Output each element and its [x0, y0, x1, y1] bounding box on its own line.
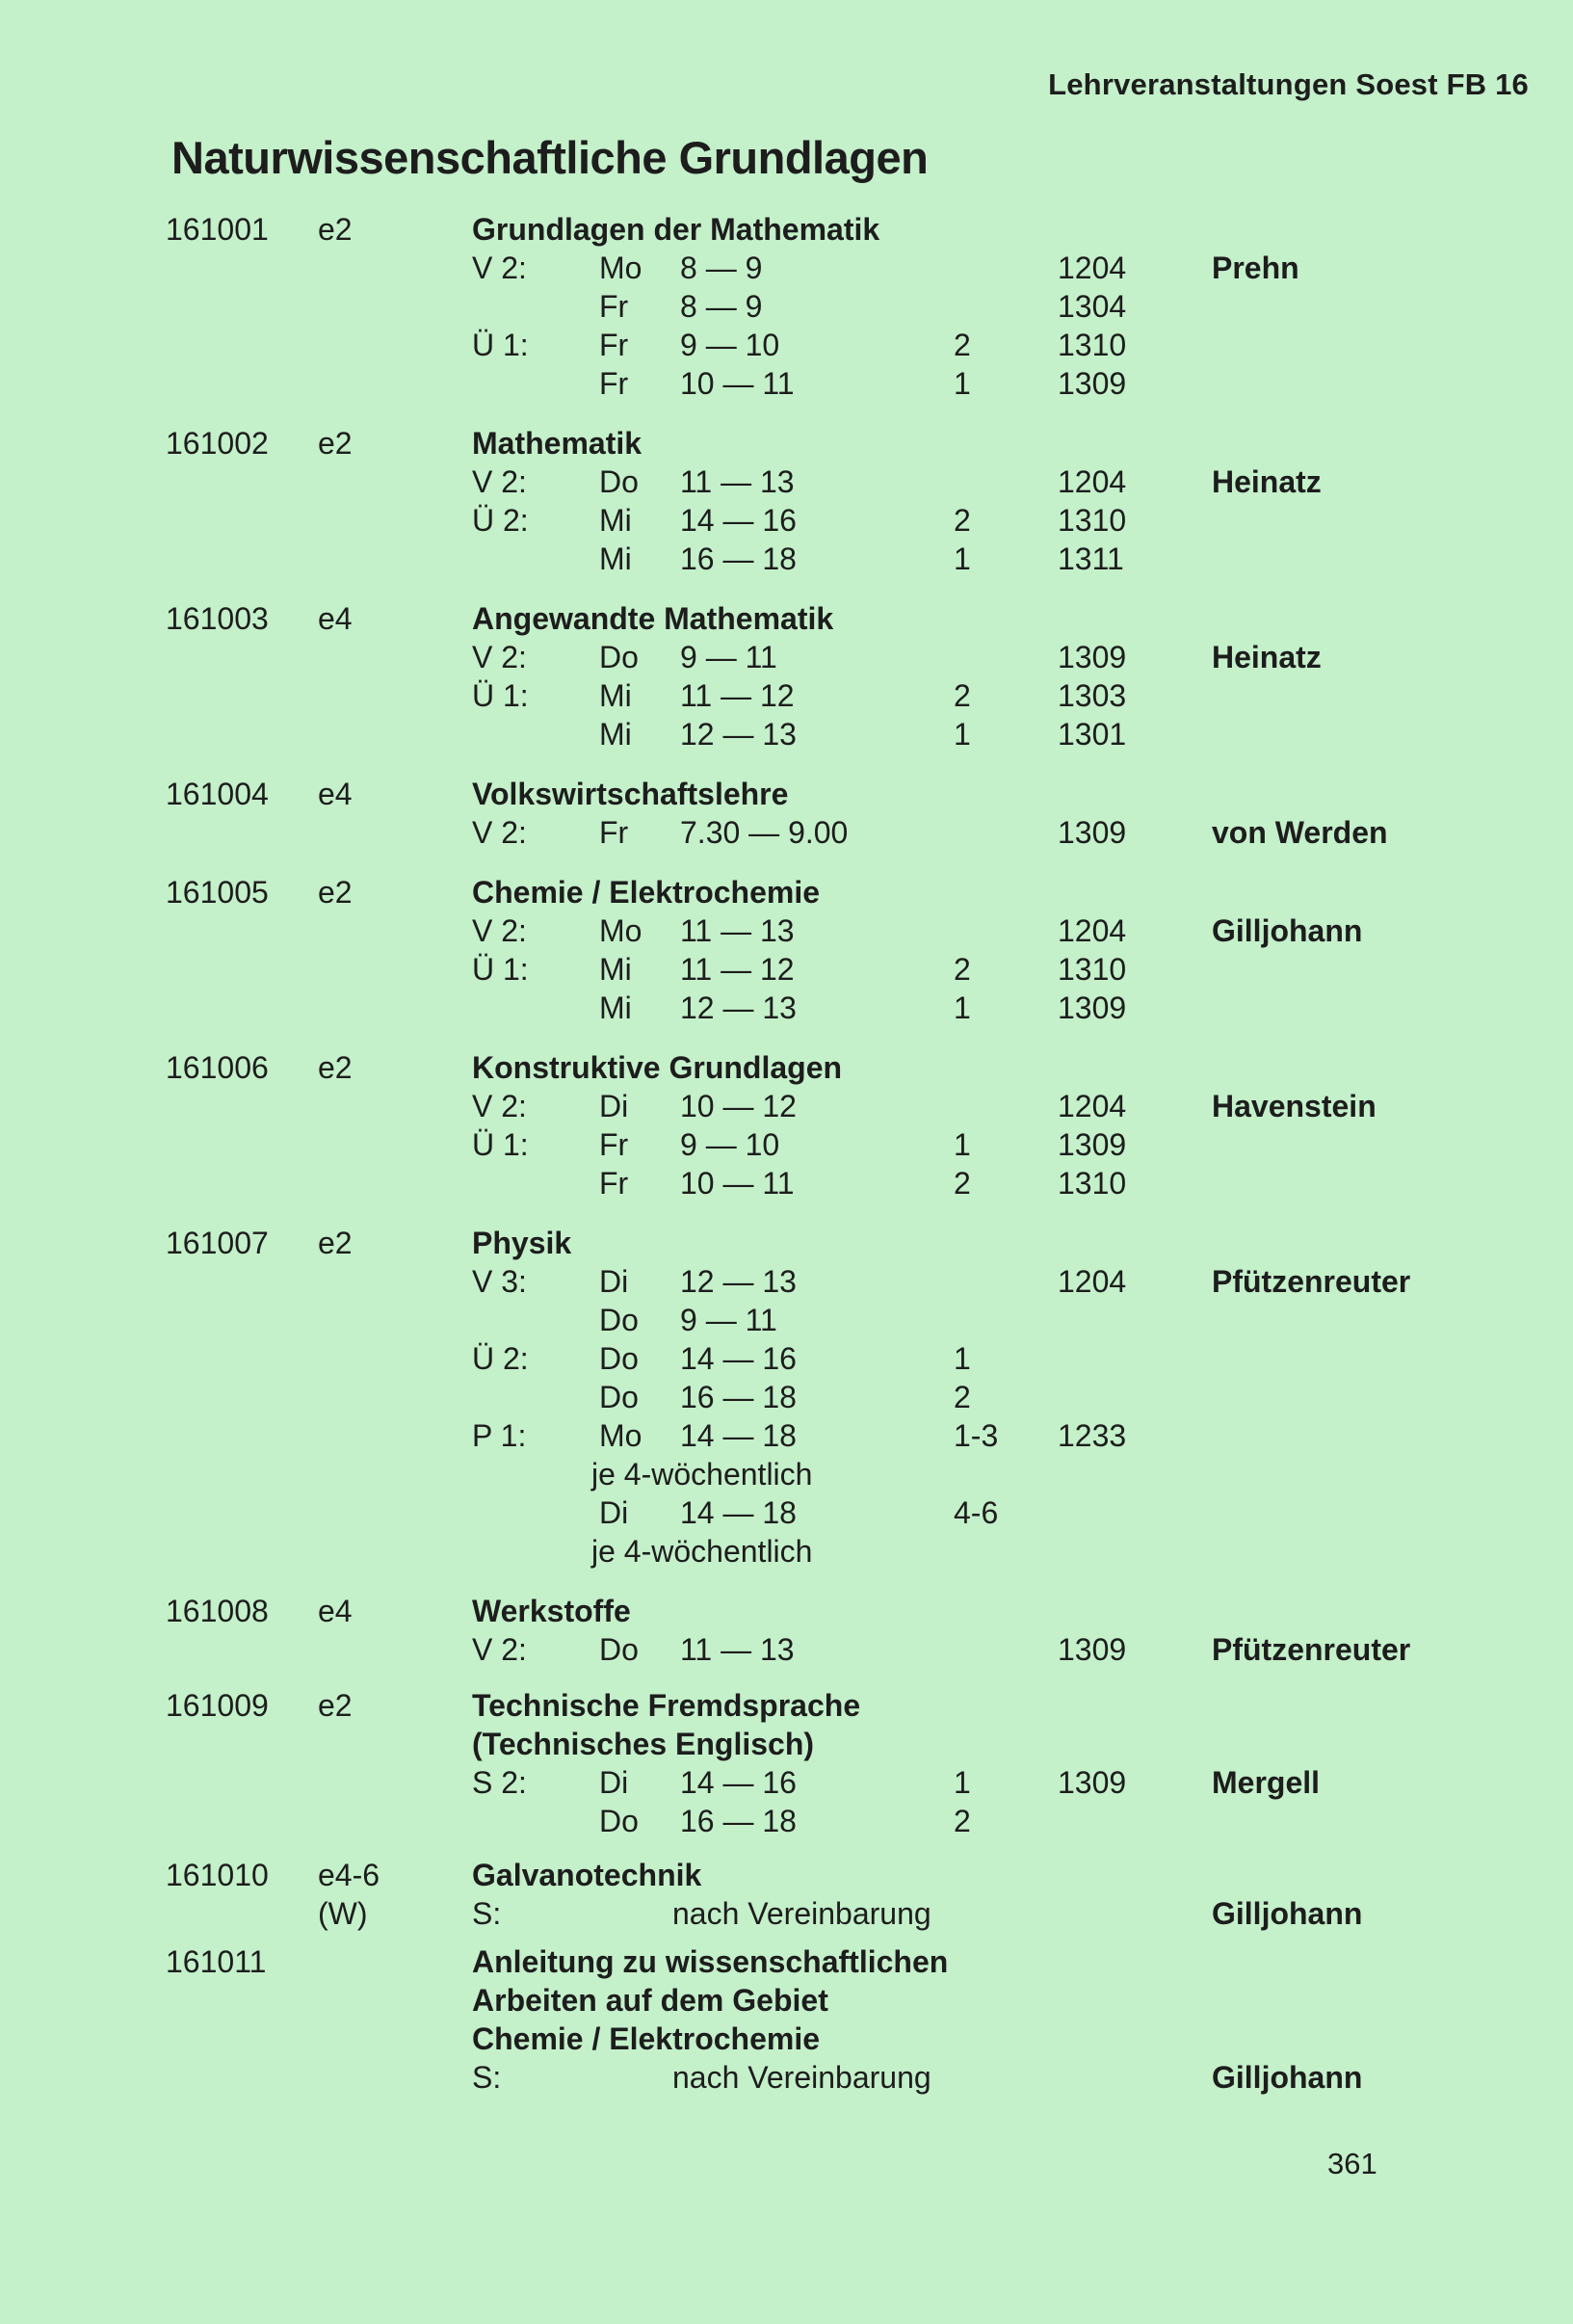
session-time: 9 — 11: [680, 1303, 777, 1337]
session-room: 1309: [1058, 990, 1127, 1025]
session-time: 16 — 18: [680, 1804, 797, 1838]
lecturer-name: Gilljohann: [1212, 1896, 1363, 1931]
session-group: 1-3: [954, 1418, 999, 1453]
schedule-row: [0, 501, 1573, 540]
session-time: 9 — 10: [680, 1127, 780, 1162]
schedule-row: [0, 1125, 1573, 1164]
session-type: Ü 2:: [472, 503, 529, 538]
schedule-row: [0, 326, 1573, 364]
session-day: Fr: [599, 328, 629, 362]
course-category: e4-6: [318, 1858, 380, 1892]
course-entry: [0, 775, 1573, 852]
schedule-row: [0, 715, 1573, 753]
session-type: S 2:: [472, 1765, 527, 1800]
course-title: Chemie / Elektrochemie: [472, 2021, 821, 2056]
course-title: Chemie / Elektrochemie: [472, 875, 821, 910]
session-type: V 2:: [472, 464, 527, 499]
session-type: V 2:: [472, 1089, 527, 1123]
course-entry: [0, 1224, 1573, 1571]
session-room: 1204: [1058, 1089, 1127, 1123]
schedule-row: [0, 1164, 1573, 1202]
session-room: 1204: [1058, 913, 1127, 948]
schedule-row: [0, 1802, 1573, 1840]
session-time: 16 — 18: [680, 1380, 797, 1414]
schedule-note: je 4-wöchentlich: [591, 1534, 813, 1569]
course-number: 161010: [166, 1858, 269, 1892]
schedule-row: [0, 1763, 1573, 1802]
lecturer-name: Mergell: [1212, 1765, 1321, 1800]
session-room: 1204: [1058, 1264, 1127, 1299]
session-room: 1309: [1058, 1765, 1127, 1800]
course-title-row: [0, 1856, 1573, 1894]
course-title-row: [0, 210, 1573, 249]
session-day: Di: [599, 1495, 629, 1530]
course-title: Mathematik: [472, 426, 642, 461]
course-category: e2: [318, 212, 353, 247]
session-type: V 2:: [472, 1632, 527, 1667]
course-title: Werkstoffe: [472, 1594, 631, 1628]
session-time: 12 — 13: [680, 1264, 797, 1299]
schedule-row: [0, 1087, 1573, 1125]
course-number: 161007: [166, 1226, 269, 1260]
course-title-row: [0, 2020, 1573, 2058]
course-number: 161002: [166, 426, 269, 461]
lecturer-name: Prehn: [1212, 251, 1299, 285]
course-title: (Technisches Englisch): [472, 1727, 815, 1761]
session-day: Fr: [599, 289, 629, 324]
session-day: Fr: [599, 815, 629, 850]
session-room: 1309: [1058, 640, 1127, 674]
session-group: 2: [954, 952, 971, 987]
lecturer-name: von Werden: [1212, 815, 1388, 850]
session-type: Ü 1:: [472, 1127, 529, 1162]
lecturer-name: Heinatz: [1212, 464, 1322, 499]
course-category: e4: [318, 1594, 353, 1628]
course-category-extra: (W): [318, 1896, 368, 1931]
session-time: 11 — 13: [680, 1632, 795, 1667]
session-room: 1204: [1058, 464, 1127, 499]
course-entry: [0, 210, 1573, 403]
session-group: 1: [954, 1127, 971, 1162]
session-type: Ü 1:: [472, 328, 529, 362]
schedule-row: [0, 364, 1573, 403]
course-entry: [0, 1942, 1573, 2097]
session-time: 10 — 12: [680, 1089, 797, 1123]
course-title-row: [0, 1942, 1573, 1981]
session-group: 1: [954, 1341, 971, 1376]
session-group: 1: [954, 717, 971, 752]
schedule-row: [0, 911, 1573, 950]
schedule-row: [0, 462, 1573, 501]
course-title-row: [0, 775, 1573, 813]
course-title: Physik: [472, 1226, 572, 1260]
session-room: 1310: [1058, 503, 1127, 538]
session-day: Do: [599, 1303, 639, 1337]
course-entry: [0, 424, 1573, 578]
session-day: Mi: [599, 952, 632, 987]
session-time: 16 — 18: [680, 541, 797, 576]
schedule-row: [0, 676, 1573, 715]
session-room: 1310: [1058, 328, 1127, 362]
course-title: Volkswirtschaftslehre: [472, 777, 789, 811]
schedule-note: je 4-wöchentlich: [591, 1457, 813, 1492]
course-title-row: [0, 424, 1573, 462]
session-room: 1311: [1058, 541, 1124, 576]
session-group: 2: [954, 1804, 971, 1838]
schedule-row: [0, 1416, 1573, 1455]
course-category: e2: [318, 875, 353, 910]
schedule-row: [0, 1262, 1573, 1301]
session-time: 7.30 — 9.00: [680, 815, 849, 850]
schedule-row: [0, 1378, 1573, 1416]
lecturer-name: Heinatz: [1212, 640, 1322, 674]
schedule-row: [0, 1894, 1573, 1933]
course-title-row: [0, 1592, 1573, 1630]
course-title-row: [0, 1048, 1573, 1087]
course-number: 161003: [166, 601, 269, 636]
schedule-row: [0, 813, 1573, 852]
session-group: 2: [954, 503, 971, 538]
session-day: Mo: [599, 1418, 642, 1453]
session-day: Di: [599, 1089, 629, 1123]
session-day: Mi: [599, 678, 632, 713]
session-group: 1: [954, 541, 971, 576]
session-time: 14 — 16: [680, 1341, 797, 1376]
session-room: 1233: [1058, 1418, 1127, 1453]
session-group: 4-6: [954, 1495, 999, 1530]
schedule-row: [0, 1630, 1573, 1669]
session-time: 9 — 10: [680, 328, 780, 362]
session-room: 1309: [1058, 815, 1127, 850]
session-room: 1303: [1058, 678, 1127, 713]
session-time: 11 — 13: [680, 913, 795, 948]
session-time: 9 — 11: [680, 640, 777, 674]
session-day: Do: [599, 1804, 639, 1838]
course-category: e4: [318, 601, 353, 636]
course-category: e2: [318, 426, 353, 461]
course-number: 161011: [166, 1944, 267, 1979]
course-list: [0, 210, 1573, 2097]
session-time: 14 — 16: [680, 503, 797, 538]
course-title-row: [0, 1686, 1573, 1725]
session-room: 1204: [1058, 251, 1127, 285]
lecturer-name: Pfützenreuter: [1212, 1632, 1411, 1667]
schedule-row: [0, 989, 1573, 1027]
session-type: Ü 1:: [472, 678, 529, 713]
session-time: 10 — 11: [680, 366, 795, 401]
schedule-row: [0, 540, 1573, 578]
session-type: S:: [472, 1896, 502, 1931]
course-title-row: [0, 1725, 1573, 1763]
session-day: Do: [599, 1341, 639, 1376]
session-day: Fr: [599, 1127, 629, 1162]
session-type: V 2:: [472, 640, 527, 674]
course-entry: [0, 1048, 1573, 1202]
course-title: Angewandte Mathematik: [472, 601, 834, 636]
schedule-row: [0, 287, 1573, 326]
course-number: 161005: [166, 875, 269, 910]
session-room: 1309: [1058, 1632, 1127, 1667]
session-group: 1: [954, 1765, 971, 1800]
session-day: Do: [599, 464, 639, 499]
course-title-row: [0, 1981, 1573, 2020]
session-time: 14 — 16: [680, 1765, 797, 1800]
session-time: 12 — 13: [680, 717, 797, 752]
session-room: 1304: [1058, 289, 1127, 324]
course-title: Grundlagen der Mathematik: [472, 212, 880, 247]
session-room: 1310: [1058, 952, 1127, 987]
course-number: 161008: [166, 1594, 269, 1628]
schedule-row: [0, 638, 1573, 676]
course-entry: [0, 1856, 1573, 1933]
session-room: 1309: [1058, 366, 1127, 401]
course-title: Galvanotechnik: [472, 1858, 702, 1892]
session-time: 14 — 18: [680, 1418, 797, 1453]
session-group: 2: [954, 1166, 971, 1201]
session-day: Do: [599, 1380, 639, 1414]
session-day: Mi: [599, 503, 632, 538]
lecturer-name: Gilljohann: [1212, 913, 1363, 948]
session-group: 1: [954, 990, 971, 1025]
course-title: Arbeiten auf dem Gebiet: [472, 1983, 828, 2018]
schedule-row: [0, 249, 1573, 287]
session-group: 2: [954, 678, 971, 713]
session-type: V 3:: [472, 1264, 527, 1299]
session-day: Mi: [599, 990, 632, 1025]
lecturer-name: Gilljohann: [1212, 2060, 1363, 2095]
course-entry: [0, 1592, 1573, 1669]
course-entry: [0, 599, 1573, 753]
session-day: Fr: [599, 366, 629, 401]
schedule-row: [0, 1455, 1573, 1493]
session-time: 11 — 12: [680, 678, 795, 713]
course-title-row: [0, 1224, 1573, 1262]
course-title-row: [0, 873, 1573, 911]
course-title: Technische Fremdsprache: [472, 1688, 861, 1723]
session-room: 1301: [1058, 717, 1127, 752]
session-time: 11 — 13: [680, 464, 795, 499]
session-time: 11 — 12: [680, 952, 795, 987]
session-time: 14 — 18: [680, 1495, 797, 1530]
lecturer-name: Pfützenreuter: [1212, 1264, 1411, 1299]
session-group: 2: [954, 1380, 971, 1414]
session-type: S:: [472, 2060, 502, 2095]
session-day: Do: [599, 1632, 639, 1667]
course-title-row: [0, 599, 1573, 638]
course-entry: [0, 1686, 1573, 1840]
session-day: Di: [599, 1264, 629, 1299]
session-time: 10 — 11: [680, 1166, 795, 1201]
schedule-row: [0, 1301, 1573, 1339]
course-title: Anleitung zu wissenschaftlichen: [472, 1944, 949, 1979]
session-day: Do: [599, 640, 639, 674]
session-day: Mi: [599, 541, 632, 576]
course-category: e2: [318, 1050, 353, 1085]
course-title: Konstruktive Grundlagen: [472, 1050, 843, 1085]
session-room: 1310: [1058, 1166, 1127, 1201]
schedule-row: [0, 2058, 1573, 2097]
schedule-arrangement: nach Vereinbarung: [672, 1896, 931, 1931]
course-number: 161006: [166, 1050, 269, 1085]
session-group: 1: [954, 366, 971, 401]
course-number: 161004: [166, 777, 269, 811]
page-number: 361: [1327, 2147, 1377, 2180]
session-type: V 2:: [472, 815, 527, 850]
session-type: Ü 2:: [472, 1341, 529, 1376]
course-category: e2: [318, 1688, 353, 1723]
section-title: Naturwissenschaftliche Grundlagen: [171, 132, 929, 183]
session-day: Mi: [599, 717, 632, 752]
course-number: 161009: [166, 1688, 269, 1723]
session-day: Di: [599, 1765, 629, 1800]
schedule-arrangement: nach Vereinbarung: [672, 2060, 931, 2095]
course-entry: [0, 873, 1573, 1027]
schedule-row: [0, 950, 1573, 989]
course-category: e2: [318, 1226, 353, 1260]
schedule-row: [0, 1493, 1573, 1532]
session-day: Mo: [599, 913, 642, 948]
course-number: 161001: [166, 212, 269, 247]
session-time: 12 — 13: [680, 990, 797, 1025]
lecturer-name: Havenstein: [1212, 1089, 1376, 1123]
session-type: P 1:: [472, 1418, 527, 1453]
session-day: Fr: [599, 1166, 629, 1201]
session-type: V 2:: [472, 251, 527, 285]
session-day: Mo: [599, 251, 642, 285]
session-group: 2: [954, 328, 971, 362]
session-time: 8 — 9: [680, 289, 763, 324]
schedule-row: [0, 1339, 1573, 1378]
session-type: V 2:: [472, 913, 527, 948]
running-header: Lehrveranstaltungen Soest FB 16: [1048, 67, 1529, 101]
session-room: 1309: [1058, 1127, 1127, 1162]
session-time: 8 — 9: [680, 251, 763, 285]
schedule-row: [0, 1532, 1573, 1571]
course-category: e4: [318, 777, 353, 811]
session-type: Ü 1:: [472, 952, 529, 987]
